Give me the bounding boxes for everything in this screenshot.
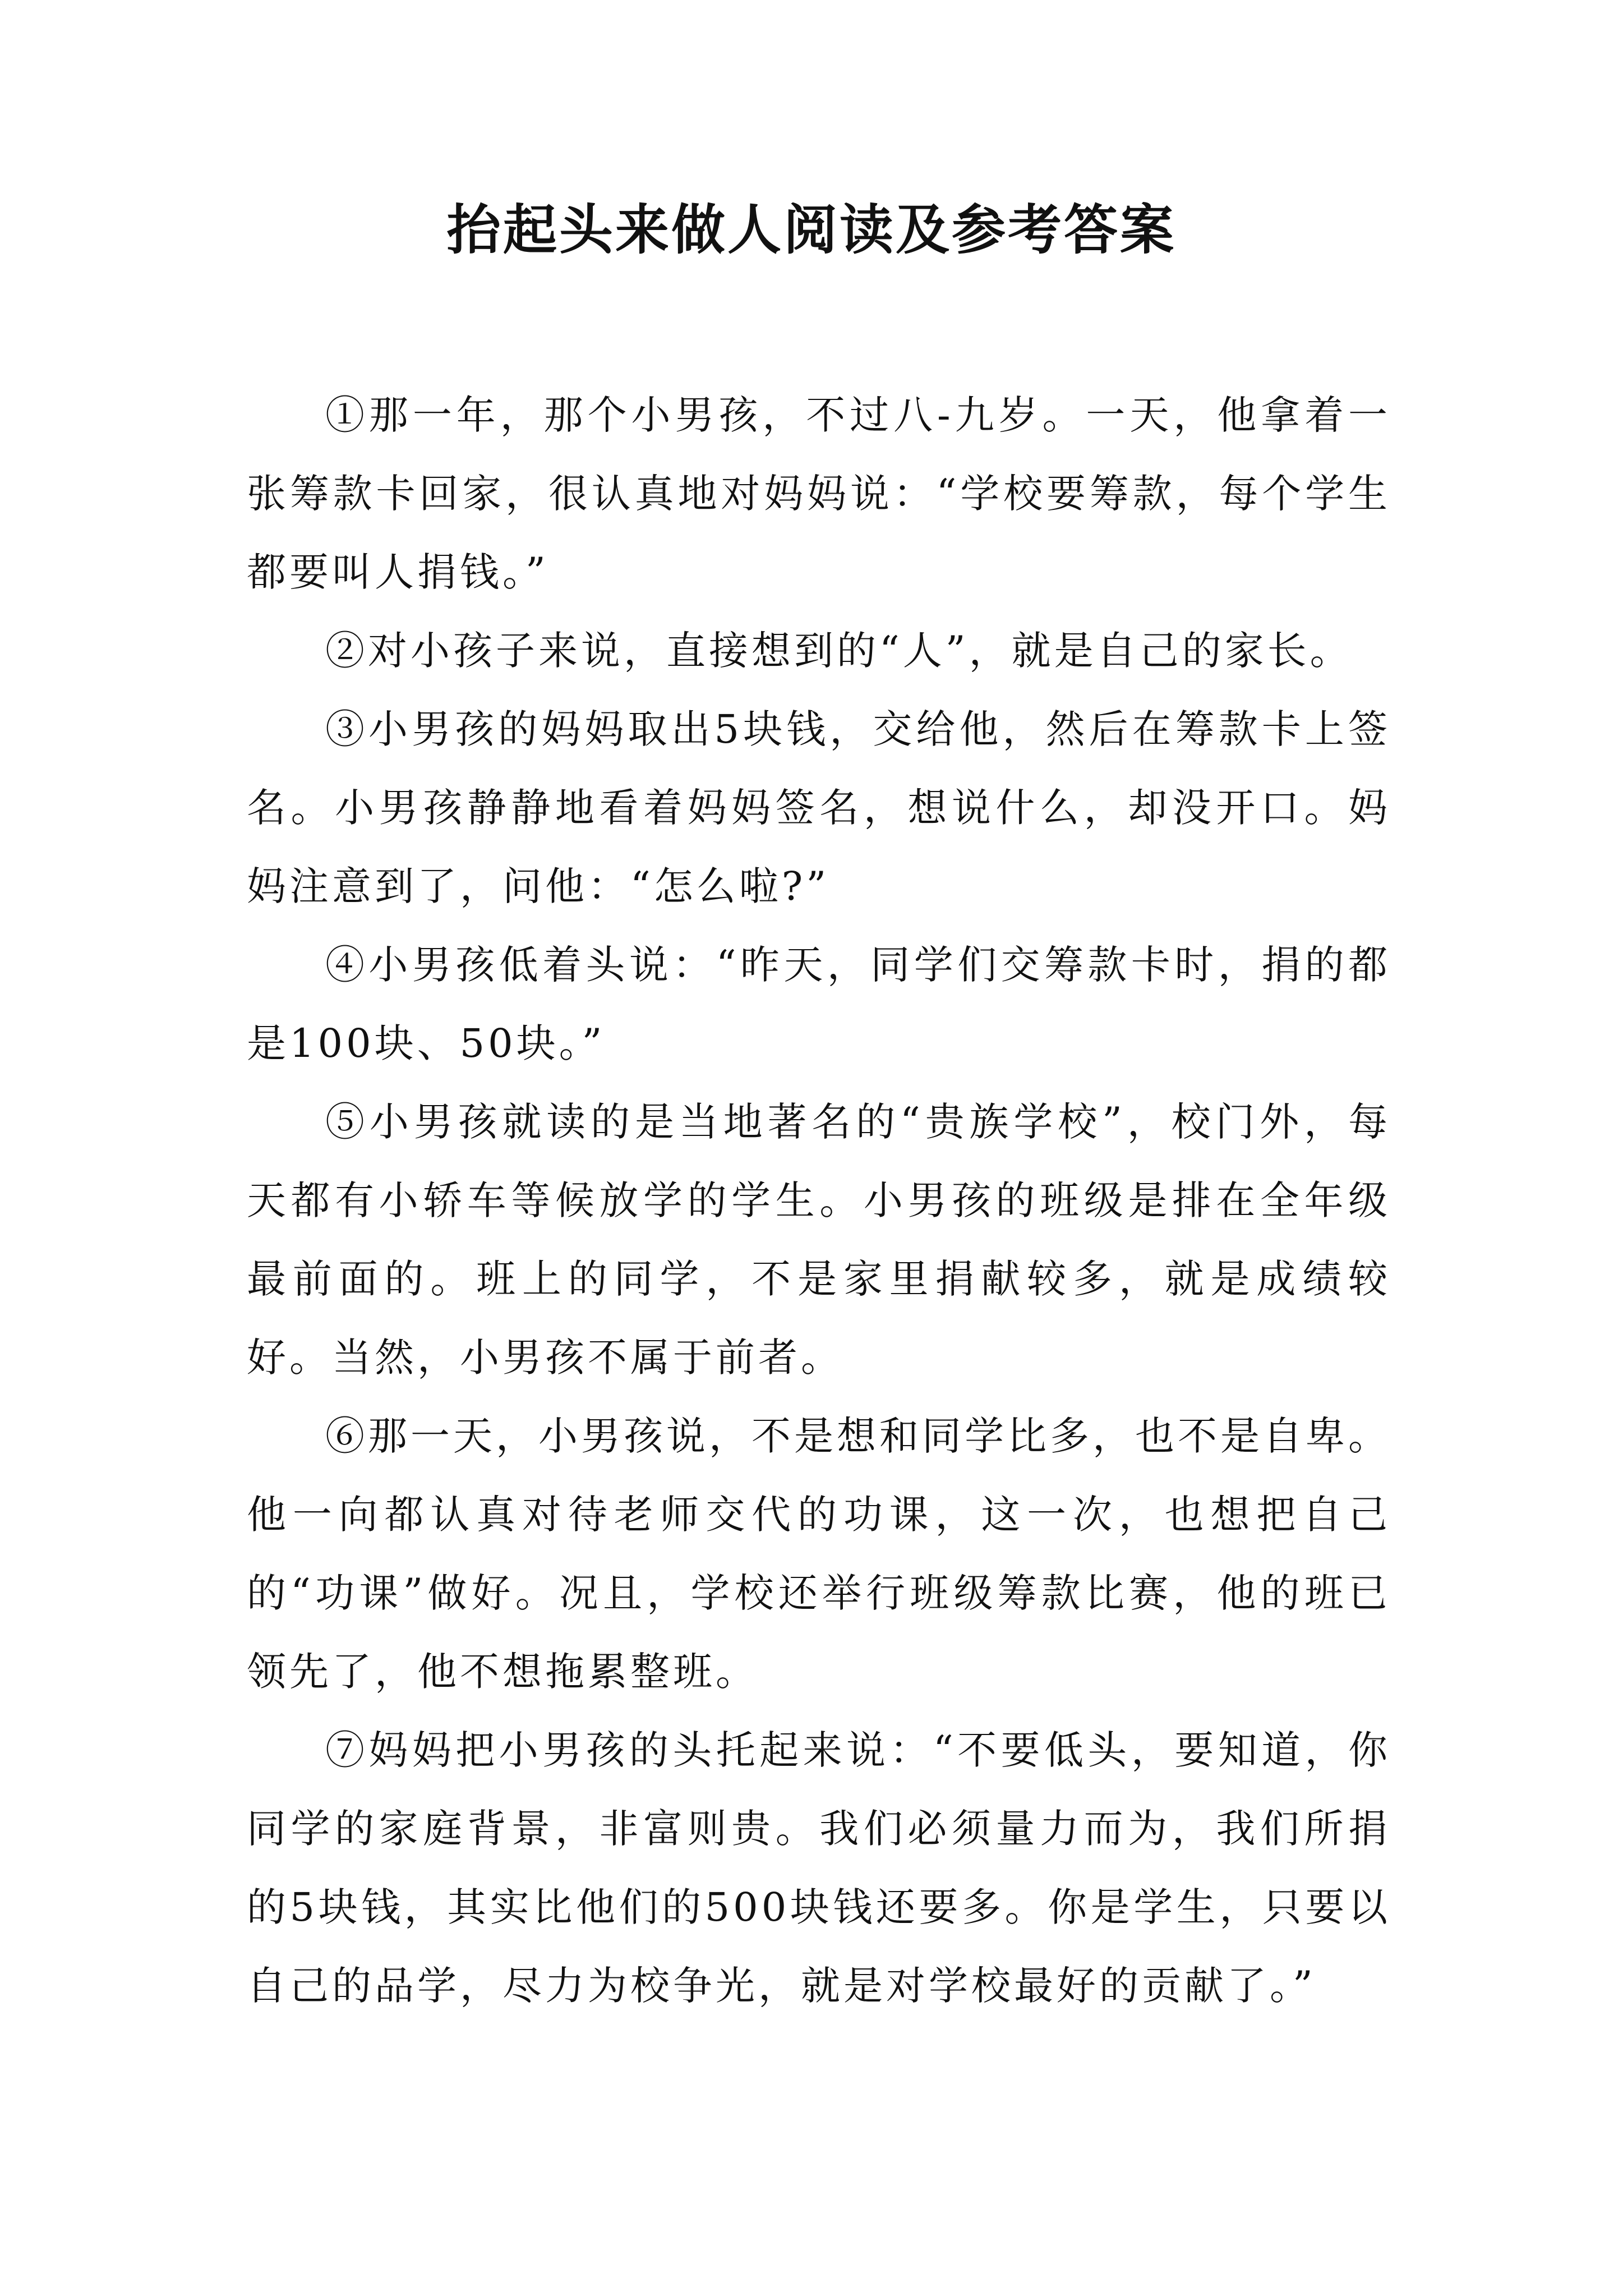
paragraph-7: ⑦妈妈把小男孩的头托起来说：“不要低头，要知道，你同学的家庭背景，非富则贵。我们必须量力而为，我们所捐的5块钱，其实比他们的500块钱还要多。你是学生，只要以自己的品学，尽力为校争光，就是对学校最好的贡献了。” <box>247 1727 1391 2009</box>
paragraph-2: ②对小孩子来说，直接想到的“人”，就是自己的家长。 <box>325 628 1353 674</box>
document-title: 抬起头来做人阅读及参考答案 <box>447 198 1176 261</box>
paragraph-3: ③小男孩的妈妈取出5块钱，交给他，然后在筹款卡上签名。小男孩静静地看着妈妈签名，想说什么，却没开口。妈妈注意到了，问他：“怎么啦?” <box>247 706 1391 909</box>
paragraph-6: ⑥那一天，小男孩说，不是想和同学比多，也不是自卑。他一向都认真对待老师交代的功课，这一次，也想把自己的“功课”做好。况且，学校还举行班级筹款比赛，他的班已领先了，他不想拖累整班。 <box>247 1413 1391 1695</box>
paragraph-1: ①那一年，那个小男孩，不过八-九岁。一天，他拿着一张筹款卡回家，很认真地对妈妈说：“学校要筹款，每个学生都要叫人捐钱。” <box>247 392 1391 595</box>
paragraph-5: ⑤小男孩就读的是当地著名的“贵族学校”，校门外，每天都有小轿车等候放学的学生。小男孩的班级是排在全年级最前面的。班上的同学，不是家里捐献较多，就是成绩较好。当然，小男孩不属于前者。 <box>247 1099 1391 1381</box>
document-body <box>247 376 1391 2025</box>
paragraph-4: ④小男孩低着头说：“昨天，同学们交筹款卡时，捐的都是100块、50块。” <box>247 942 1391 1066</box>
